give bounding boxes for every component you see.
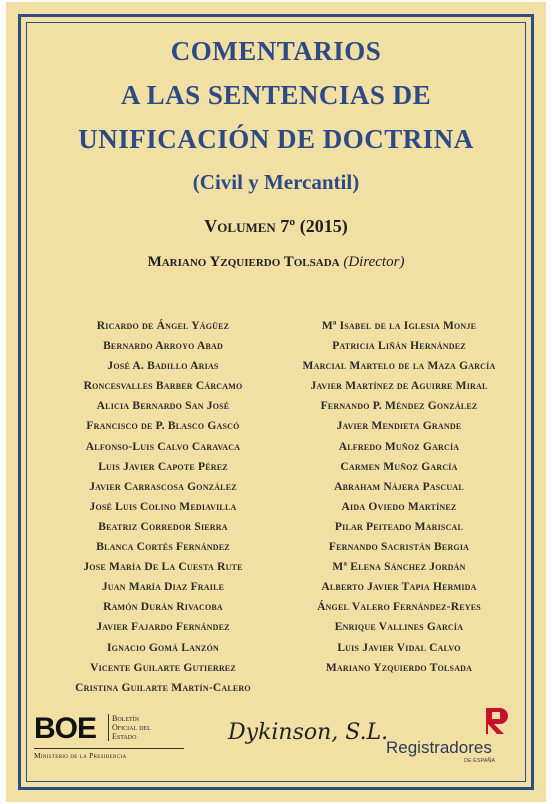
title-line-1: COMENTARIOS (170, 36, 382, 66)
volume-label: Volumen 7º (2015) (204, 216, 348, 236)
title-line-2: A LAS SENTENCIAS DE (120, 80, 432, 110)
author-item: Mª Isabel de la Iglesia Monje (321, 320, 477, 332)
authors-left-column (38, 316, 288, 698)
boe-divider (34, 748, 184, 749)
author-item: Ángel Valero Fernández-Reyes (317, 601, 481, 614)
book-cover (6, 2, 546, 802)
author-item: Pilar Peiteado Mariscal (334, 520, 464, 533)
author-item: Fernando P. Méndez González (320, 400, 478, 413)
author-item: Javier Martínez de Aguirre Miral (310, 380, 488, 393)
author-item: Javier Mendieta Grande (336, 420, 462, 433)
author-item: José Luis Colino Mediavilla (89, 500, 237, 513)
author-item: Alicia Bernardo San José (96, 400, 230, 413)
registradores-r-logo-icon (484, 706, 512, 736)
authors-right-column (274, 316, 524, 678)
registradores-name: Registradores (386, 738, 492, 757)
director-role: (Director) (343, 254, 405, 270)
director-name: Mariano Yzquierdo Tolsada (147, 254, 340, 270)
author-item: Alfredo Muñoz García (338, 440, 460, 453)
author-item: Alberto Javier Tapia Hermida (321, 581, 477, 594)
author-item: Luis Javier Capote Pérez (98, 460, 228, 473)
boe-name-line: Boletín (112, 714, 139, 723)
author-item: Carmen Muñoz García (340, 460, 458, 473)
author-item: Bernardo Arroyo Abad (103, 340, 223, 353)
author-item: Ricardo de Ángel Yágüez (96, 320, 230, 332)
dykinson-logo: Dykinson, S.L. (228, 720, 389, 745)
author-item: Cristina Guilarte Martín-Calero (75, 681, 251, 694)
author-item: Beatriz Corredor Sierra (98, 520, 228, 533)
director-line (6, 254, 546, 271)
registradores-logo (386, 706, 516, 766)
author-item: Jose María De La Cuesta Rute (83, 561, 243, 574)
boe-name-line: Oficial del (112, 723, 151, 732)
author-item: Javier Carrascosa González (89, 480, 237, 493)
author-item: Roncesvalles Barber Cárcamo (83, 380, 243, 393)
author-item: Juan María Diaz Fraile (101, 581, 225, 594)
boe-name (108, 714, 151, 741)
boe-mark: BOE (34, 712, 97, 745)
author-item: Luis Javier Vidal Calvo (337, 641, 461, 654)
author-item: Patricia Liñán Hernández (332, 340, 466, 353)
author-item: Aida Oviedo Martínez (341, 500, 457, 513)
title-line-3: UNIFICACIÓN DE DOCTRINA (78, 124, 474, 154)
author-item: Francisco de P. Blasco Gascó (86, 420, 240, 433)
publisher-footer (6, 702, 546, 772)
registradores-subtitle: DE ESPAÑA (464, 758, 496, 764)
author-item: Mariano Yzquierdo Tolsada (325, 661, 473, 674)
author-item: Fernando Sacristán Bergia (328, 541, 470, 554)
author-item: Mª Elena Sánchez Jordán (332, 561, 466, 574)
author-item: Alfonso-Luis Calvo Caravaca (85, 440, 241, 453)
boe-name-line: Estado (112, 732, 137, 741)
author-item: Abraham Nájera Pascual (334, 480, 464, 493)
author-item: Ramón Durán Rivacoba (103, 601, 223, 614)
author-item: Vicente Guilarte Gutierrez (90, 661, 236, 674)
boe-logo (34, 712, 184, 762)
boe-ministry: Ministerio de la Presidencia (34, 751, 127, 760)
author-item: Javier Fajardo Fernández (96, 621, 230, 634)
author-item: Ignacio Gomá Lanzón (107, 641, 219, 654)
author-item: José A. Badillo Arias (107, 360, 219, 373)
subtitle: (Civil y Mercantil) (192, 170, 360, 194)
author-item: Blanca Cortés Fernández (96, 541, 230, 554)
author-item: Enrique Vallines García (334, 621, 464, 634)
author-item: Marcial Martelo de la Maza García (302, 360, 496, 373)
